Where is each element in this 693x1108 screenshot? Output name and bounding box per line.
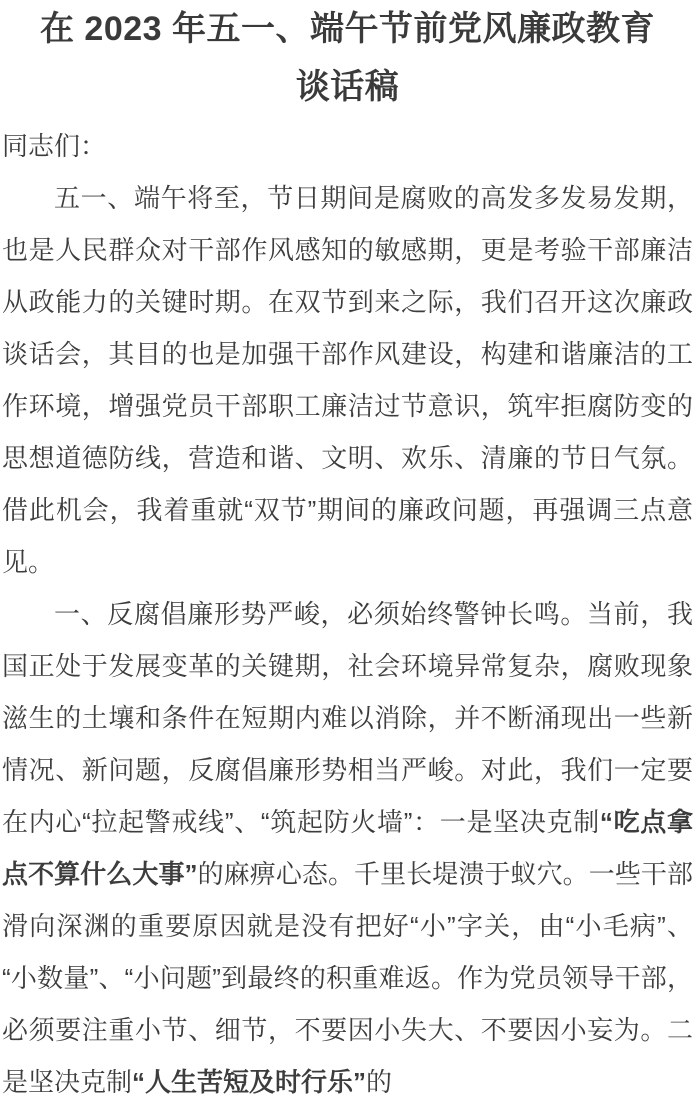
body-text: 的麻痹心态。千里长堤溃于蚁穴。一些干部滑向深渊的重要原因就是没有把好“小”字关，由“小毛病”、“小数量”、“小问题”到最终的积重难返。作为党员领导干部，必须要注重小节、细节，不要因小失大、不要因小妄为。二是坚决克制 [2, 859, 693, 1097]
emphasis-text: “人生苦短及时行乐” [132, 1067, 367, 1097]
salutation: 同志们： [2, 131, 107, 161]
document-title [2, 0, 693, 116]
paragraph [2, 588, 693, 1108]
title-line-1: 在 2023 年五一、端午节前党风廉政教育 [39, 10, 656, 48]
paragraph [2, 172, 693, 588]
document-body [2, 172, 693, 1108]
emphasis-text: “吃点拿点不算什么大事” [2, 807, 693, 889]
body-text: 的 [366, 1067, 393, 1097]
body-text: 一、反腐倡廉形势严峻，必须始终警钟长鸣。当前，我国正处于发展变革的关键期，社会环境异常复杂，腐败现象滋生的土壤和条件在短期内难以消除，并不断涌现出一些新情况、新问题，反腐倡廉形势相当严峻。对此，我们一定要在内心“拉起警戒线”、“筑起防火墙”：一是坚决克制 [2, 599, 693, 837]
title-line-2: 谈话稿 [295, 68, 400, 106]
body-text: 五一、端午将至，节日期间是腐败的高发多发易发期，也是人民群众对干部作风感知的敏感期，更是考验干部廉洁从政能力的关键时期。在双节到来之际，我们召开这次廉政谈话会，其目的也是加强干部作风建设，构建和谐廉洁的工作环境，增强党员干部职工廉洁过节意识，筑牢拒腐防变的思想道德防线，营造和谐、文明、欢乐、清廉的节日气氛。借此机会，我着重就“双节”期间的廉政问题，再强调三点意见。 [2, 183, 693, 577]
